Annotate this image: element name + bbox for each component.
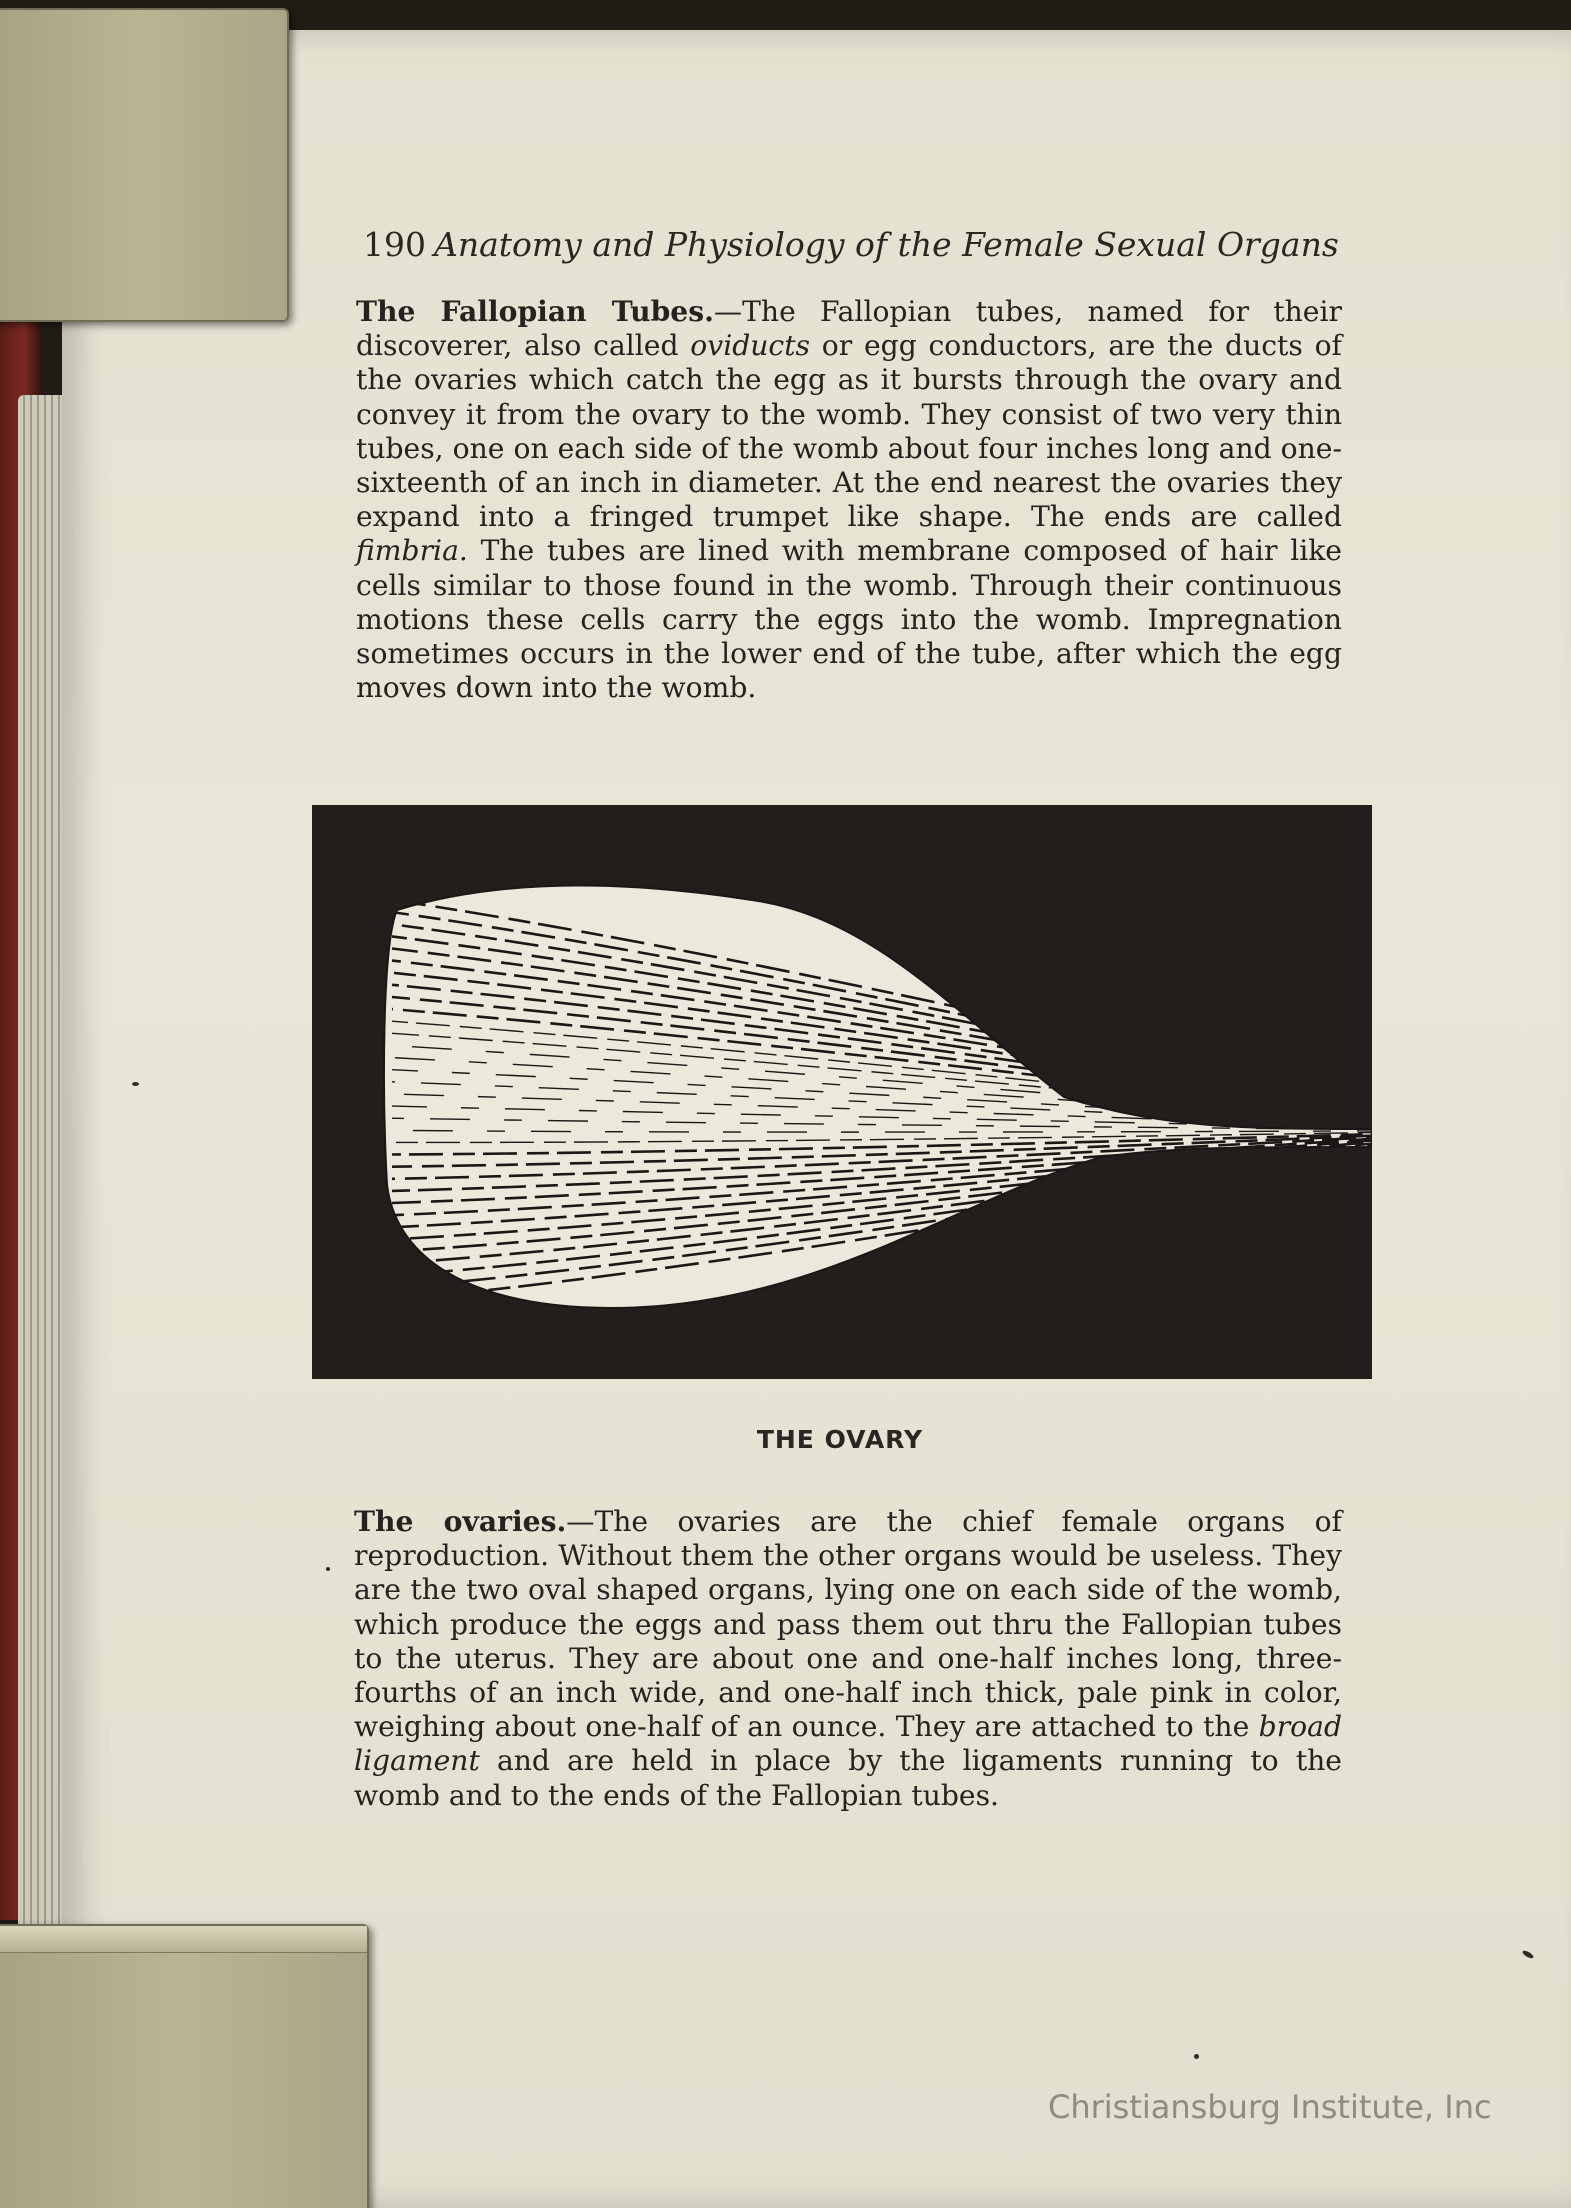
ovary-drawing [312,805,1372,1379]
index-tab-top [0,8,289,322]
fallopian-tubes-paragraph: The Fallopian Tubes.—The Fallopian tubes, named for their discoverer, also called oviducts or egg conductors, are the ducts of the ovaries which catch the egg as it bursts through the ovary and convey it from the ovary to the womb. They consist of two very thin tubes, one on each side of the womb about four inches long and one-sixteenth of an inch in diameter. At the end nearest the ovaries they expand into a fringed trumpet like shape. The ends are called fimbria. The tubes are lined with membrane composed of hair like cells similar to those found in the womb. Through their continuous motions these cells carry the eggs into the womb. Impregnation sometimes occurs in the lower end of the tube, after which the egg moves down into the womb. [356,295,1342,705]
ovary-illustration [312,805,1372,1379]
watermark: Christiansburg Institute, Inc [1048,2088,1492,2126]
page-speck [1194,2054,1199,2059]
ovaries-heading: The ovaries. [354,1505,567,1538]
index-tab-bottom [0,1924,369,2208]
running-header [363,225,1339,264]
page-speck [132,1082,139,1086]
fallopian-tubes-heading: The Fallopian Tubes. [356,295,714,328]
page-number: 190 [363,225,426,264]
running-title: Anatomy and Physiology of the Female Sexual Organs [434,225,1339,264]
figure-caption: THE OVARY [756,1425,924,1454]
page-speck [326,1567,330,1571]
ovaries-paragraph: The ovaries.—The ovaries are the chief female organs of reproduction. Without them the other organs would be useless. They are the two oval shaped organs, lying one on each side of the womb, which produce the eggs and pass them out thru the Fallopian tubes to the uterus. They are about one and one-half inches long, three-fourths of an inch wide, and one-half inch thick, pale pink in color, weighing about one-half of an ounce. They are attached to the broad ligament and are held in place by the ligaments running to the womb and to the ends of the Fallopian tubes. [354,1505,1342,1812]
